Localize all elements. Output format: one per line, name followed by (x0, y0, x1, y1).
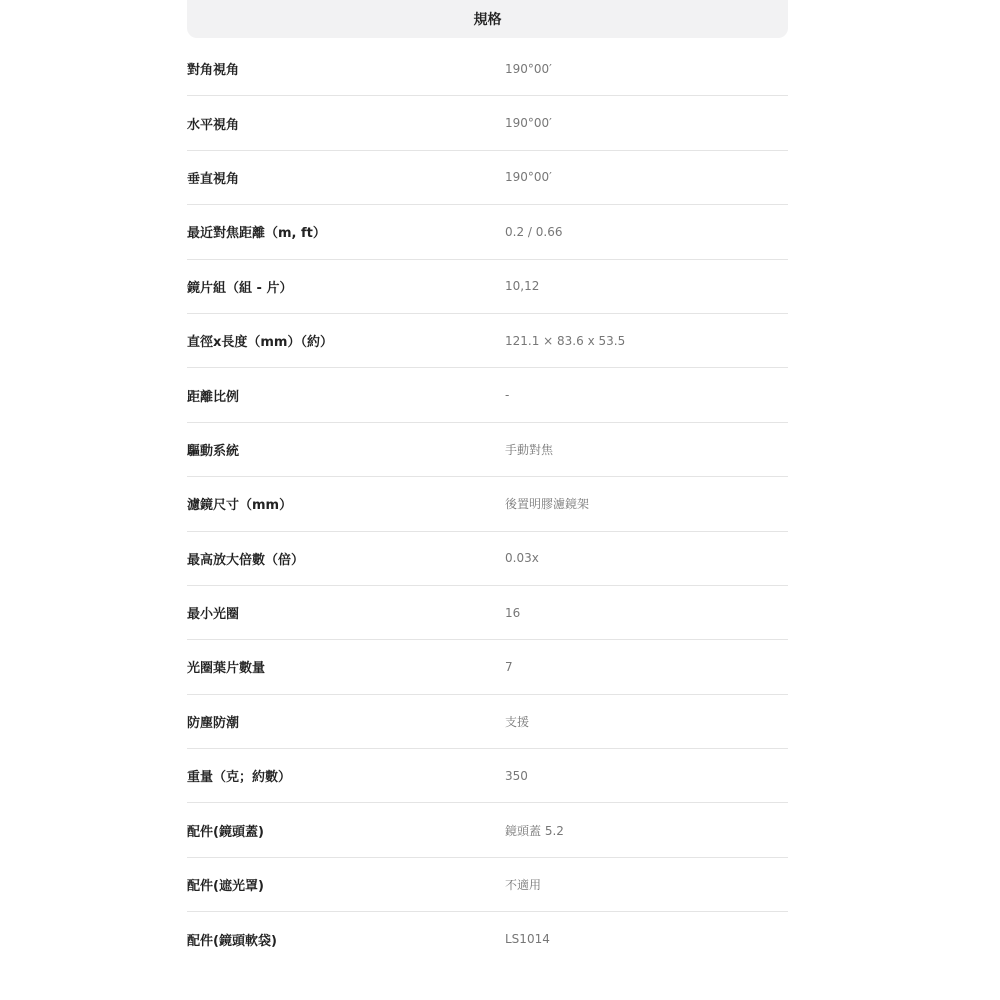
spec-label: 濾鏡尺寸（mm） (187, 498, 293, 514)
spec-row (187, 151, 788, 205)
spec-label: 配件(鏡頭蓋) (187, 824, 264, 840)
spec-label: 防塵防潮 (187, 715, 240, 731)
spec-label: 重量（克；約數） (187, 770, 292, 786)
spec-value: - (505, 388, 510, 403)
spec-label: 垂直視角 (187, 171, 240, 187)
spec-row (187, 42, 788, 96)
spec-value: 350 (505, 768, 528, 783)
spec-label: 最近對焦距離（m, ft） (187, 226, 326, 242)
spec-value: 手動對焦 (505, 442, 554, 457)
spec-row (187, 912, 788, 966)
spec-row (187, 96, 788, 150)
spec-value: 0.2 / 0.66 (505, 224, 563, 239)
spec-title: 規格 (473, 12, 502, 28)
spec-value: 190°00′ (505, 170, 552, 185)
spec-row (187, 205, 788, 259)
spec-value: 16 (505, 605, 521, 620)
spec-row (187, 640, 788, 694)
spec-label: 配件(鏡頭軟袋) (187, 933, 277, 949)
spec-label: 鏡片組（組 - 片） (187, 280, 293, 296)
spec-label: 最高放大倍數（倍） (187, 552, 305, 568)
spec-rows (187, 42, 788, 967)
spec-label: 驅動系統 (187, 443, 240, 459)
spec-value: 支援 (505, 714, 530, 729)
spec-row (187, 423, 788, 477)
spec-row (187, 260, 788, 314)
spec-header (187, 0, 788, 38)
spec-label: 距離比例 (187, 389, 240, 405)
spec-value: 190°00′ (505, 116, 552, 131)
spec-row (187, 749, 788, 803)
spec-row (187, 586, 788, 640)
spec-value: 10,12 (505, 279, 540, 294)
spec-row (187, 695, 788, 749)
spec-row (187, 314, 788, 368)
spec-value: 7 (505, 659, 513, 674)
spec-label: 對角視角 (187, 63, 240, 79)
spec-label: 水平視角 (187, 117, 240, 133)
spec-label: 配件(遮光罩) (187, 879, 264, 895)
spec-table (187, 0, 788, 967)
spec-label: 光圈葉片數量 (187, 661, 266, 677)
spec-value: 121.1 × 83.6 x 53.5 (505, 333, 626, 348)
spec-row (187, 803, 788, 857)
spec-value: 不適用 (505, 878, 542, 893)
spec-value: 190°00′ (505, 61, 552, 76)
spec-value: 0.03x (505, 551, 539, 566)
spec-value: 鏡頭蓋 5.2 (505, 823, 564, 838)
spec-row (187, 532, 788, 586)
spec-row (187, 858, 788, 912)
spec-value: LS1014 (505, 932, 550, 947)
spec-row (187, 477, 788, 531)
spec-label: 最小光圈 (187, 607, 240, 623)
spec-row (187, 368, 788, 422)
spec-label: 直徑x長度（mm）（約） (187, 335, 333, 351)
spec-value: 後置明膠濾鏡架 (505, 497, 590, 512)
